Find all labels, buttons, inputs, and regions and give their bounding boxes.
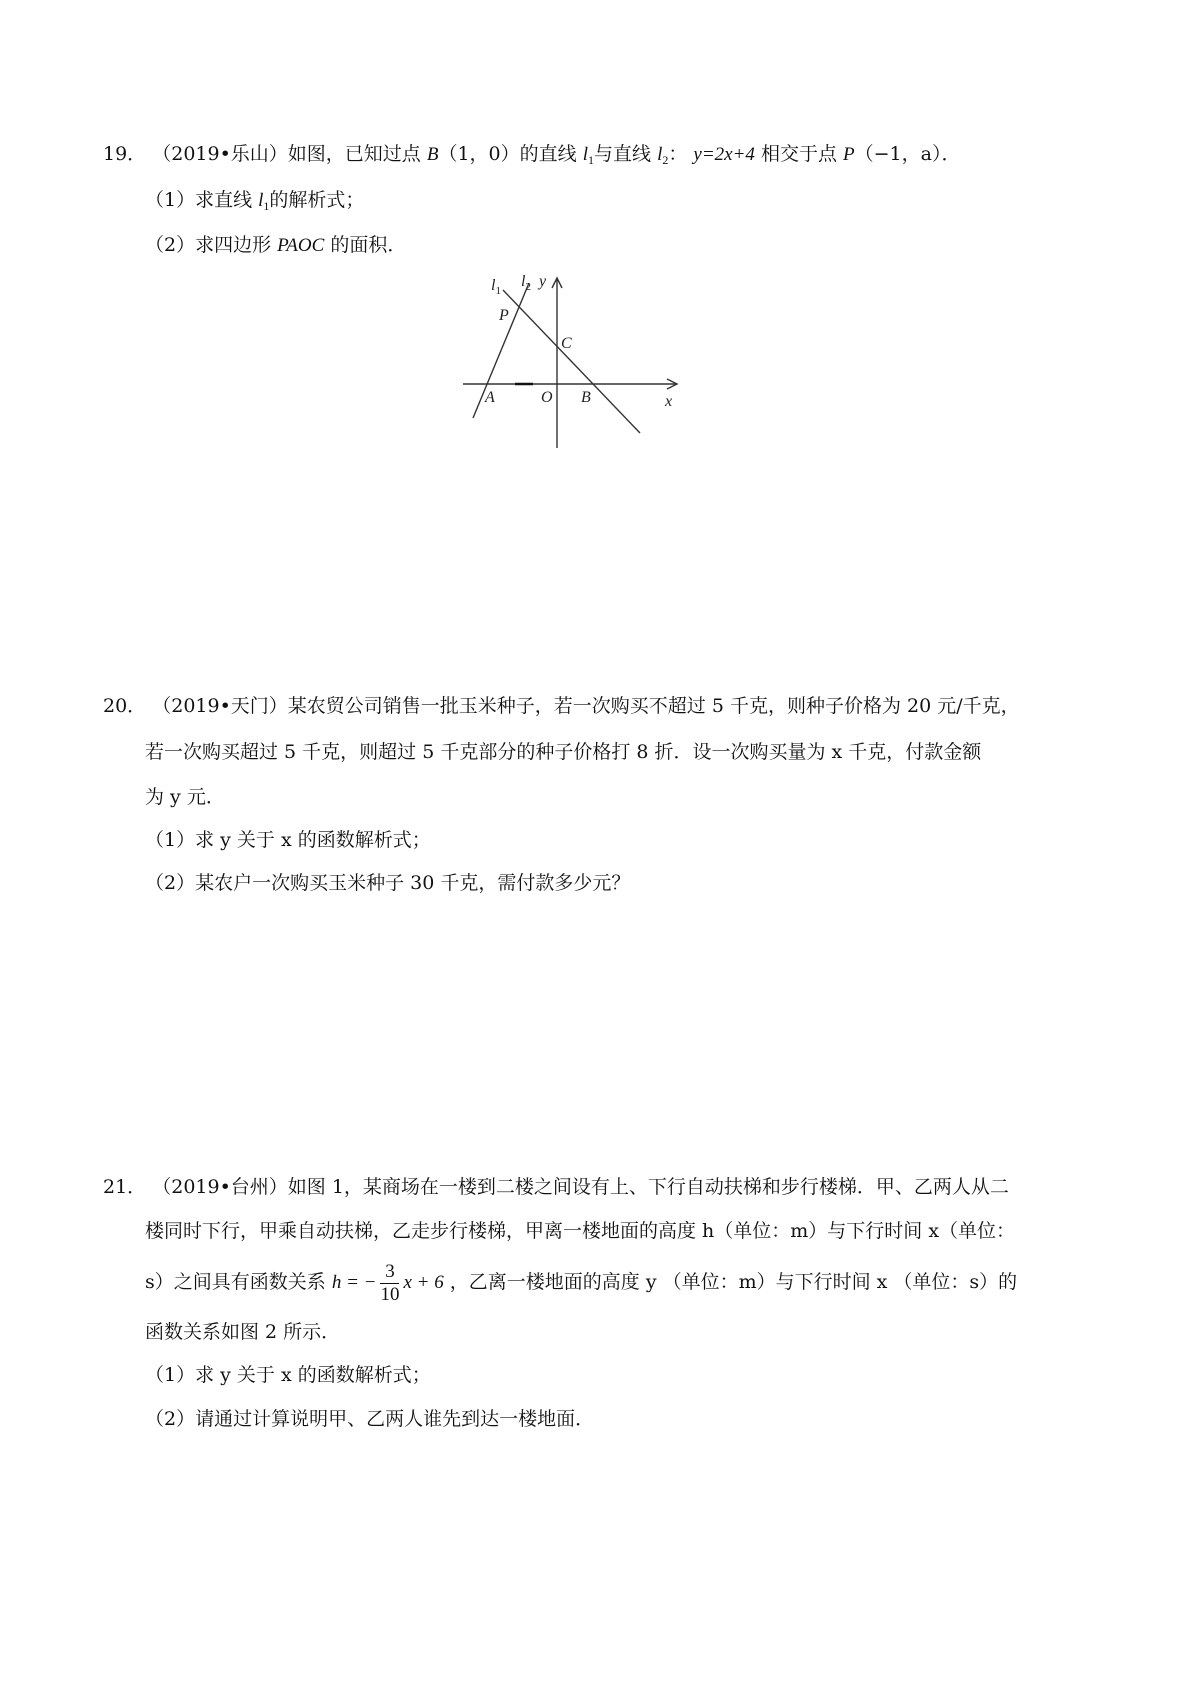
label-x: x	[665, 393, 673, 410]
q21-frac-num: 3	[380, 1261, 399, 1284]
q19-part2-a: （2）求四边形	[145, 234, 272, 256]
label-y: y	[539, 273, 547, 290]
q19-l1-sub: 1	[588, 153, 594, 167]
q21-line1-text: （2019•台州）如图 1，某商场在一楼到二楼之间设有上、下行自动扶梯和步行楼梯．甲、乙两人从二	[152, 1176, 1009, 1198]
q20-line3: 为 y 元．	[145, 786, 225, 808]
q21-line1	[103, 1175, 1009, 1199]
q21-line3	[145, 1258, 1017, 1307]
q19-l1: l	[582, 144, 588, 165]
label-b: B	[581, 389, 591, 406]
label-l2: $l_2$	[521, 273, 531, 293]
q21-number: 21．	[103, 1176, 147, 1198]
q19-part1-l: l	[258, 190, 264, 211]
q19-part1-a: （1）求直线	[145, 189, 253, 211]
q19-part1	[145, 188, 364, 218]
q19-colon: ：	[668, 143, 688, 165]
line-ap	[473, 283, 529, 418]
label-a: A	[485, 389, 495, 406]
q21-part1: （1）求 y 关于 x 的函数解析式；	[145, 1364, 431, 1386]
q21-line2: 楼同时下行，甲乘自动扶梯，乙走步行楼梯，甲离一楼地面的高度 h（单位：m）与下行时间 x（单位：	[145, 1220, 1016, 1242]
q19-point-b: B	[426, 144, 439, 165]
q19-part2	[145, 233, 406, 258]
label-l1: $l_1$	[491, 277, 501, 297]
q19-part2-b: 的面积．	[330, 234, 407, 256]
q21-line4: 函数关系如图 2 所示．	[145, 1321, 341, 1343]
q19-l2: l	[657, 144, 663, 165]
q20-part2: （2）某农户一次购买玉米种子 30 千克，需付款多少元？	[145, 872, 631, 894]
q19-point-p: P	[843, 144, 855, 165]
q19-part1-sub: 1	[263, 199, 270, 213]
q21-eq-rhs: x + 6	[403, 1272, 444, 1293]
q19-stem-b: 的直线	[519, 143, 577, 165]
q19-figure	[455, 268, 695, 458]
q21-part2: （2）请通过计算说明甲、乙两人谁先到达一楼地面．	[145, 1408, 595, 1430]
q21-line3-b: ，乙离一楼地面的高度 y （单位：m）与下行时间 x （单位：s）的	[449, 1271, 1018, 1293]
q21-line3-a: s）之间具有函数关系	[145, 1271, 326, 1293]
q20-part1: （1）求 y 关于 x 的函数解析式；	[145, 829, 431, 851]
q19-point-b-coords: （1，0）	[438, 143, 520, 165]
q19-number: 19．	[103, 143, 147, 165]
q20-line1-text: （2019•天门）某农贸公司销售一批玉米种子，若一次购买不超过 5 千克，则种子价格为 20 元/千克，	[152, 695, 1020, 717]
q21-frac-den: 10	[380, 1283, 400, 1305]
q19-stem-d: 相交于点	[760, 143, 837, 165]
q19-part1-b: 的解析式；	[269, 189, 365, 211]
q21-fraction	[380, 1261, 399, 1306]
q19-source: （2019•乐山）	[152, 143, 288, 165]
q19-l2-sub: 2	[662, 153, 669, 167]
q19-line1	[103, 142, 960, 172]
q20-line2: 若一次购买超过 5 千克，则超过 5 千克部分的种子价格打 8 折．设一次购买量为 x 千克，付款金额	[145, 741, 982, 763]
q19-part2-shape: PAOC	[277, 235, 325, 256]
line-pcb	[503, 290, 640, 433]
label-o: O	[541, 389, 553, 406]
q19-equation: y=2x+4	[693, 144, 755, 165]
q20-line1	[103, 694, 1020, 718]
q19-point-p-coords: （−1，a）．	[854, 143, 961, 165]
label-c: C	[561, 335, 572, 352]
q21-eq-lhs: h = −	[331, 1272, 377, 1293]
q19-stem-a: 如图，已知过点	[287, 143, 421, 165]
label-p: P	[499, 307, 509, 324]
q20-number: 20．	[103, 695, 147, 717]
q19-stem-c: 与直线	[594, 143, 652, 165]
